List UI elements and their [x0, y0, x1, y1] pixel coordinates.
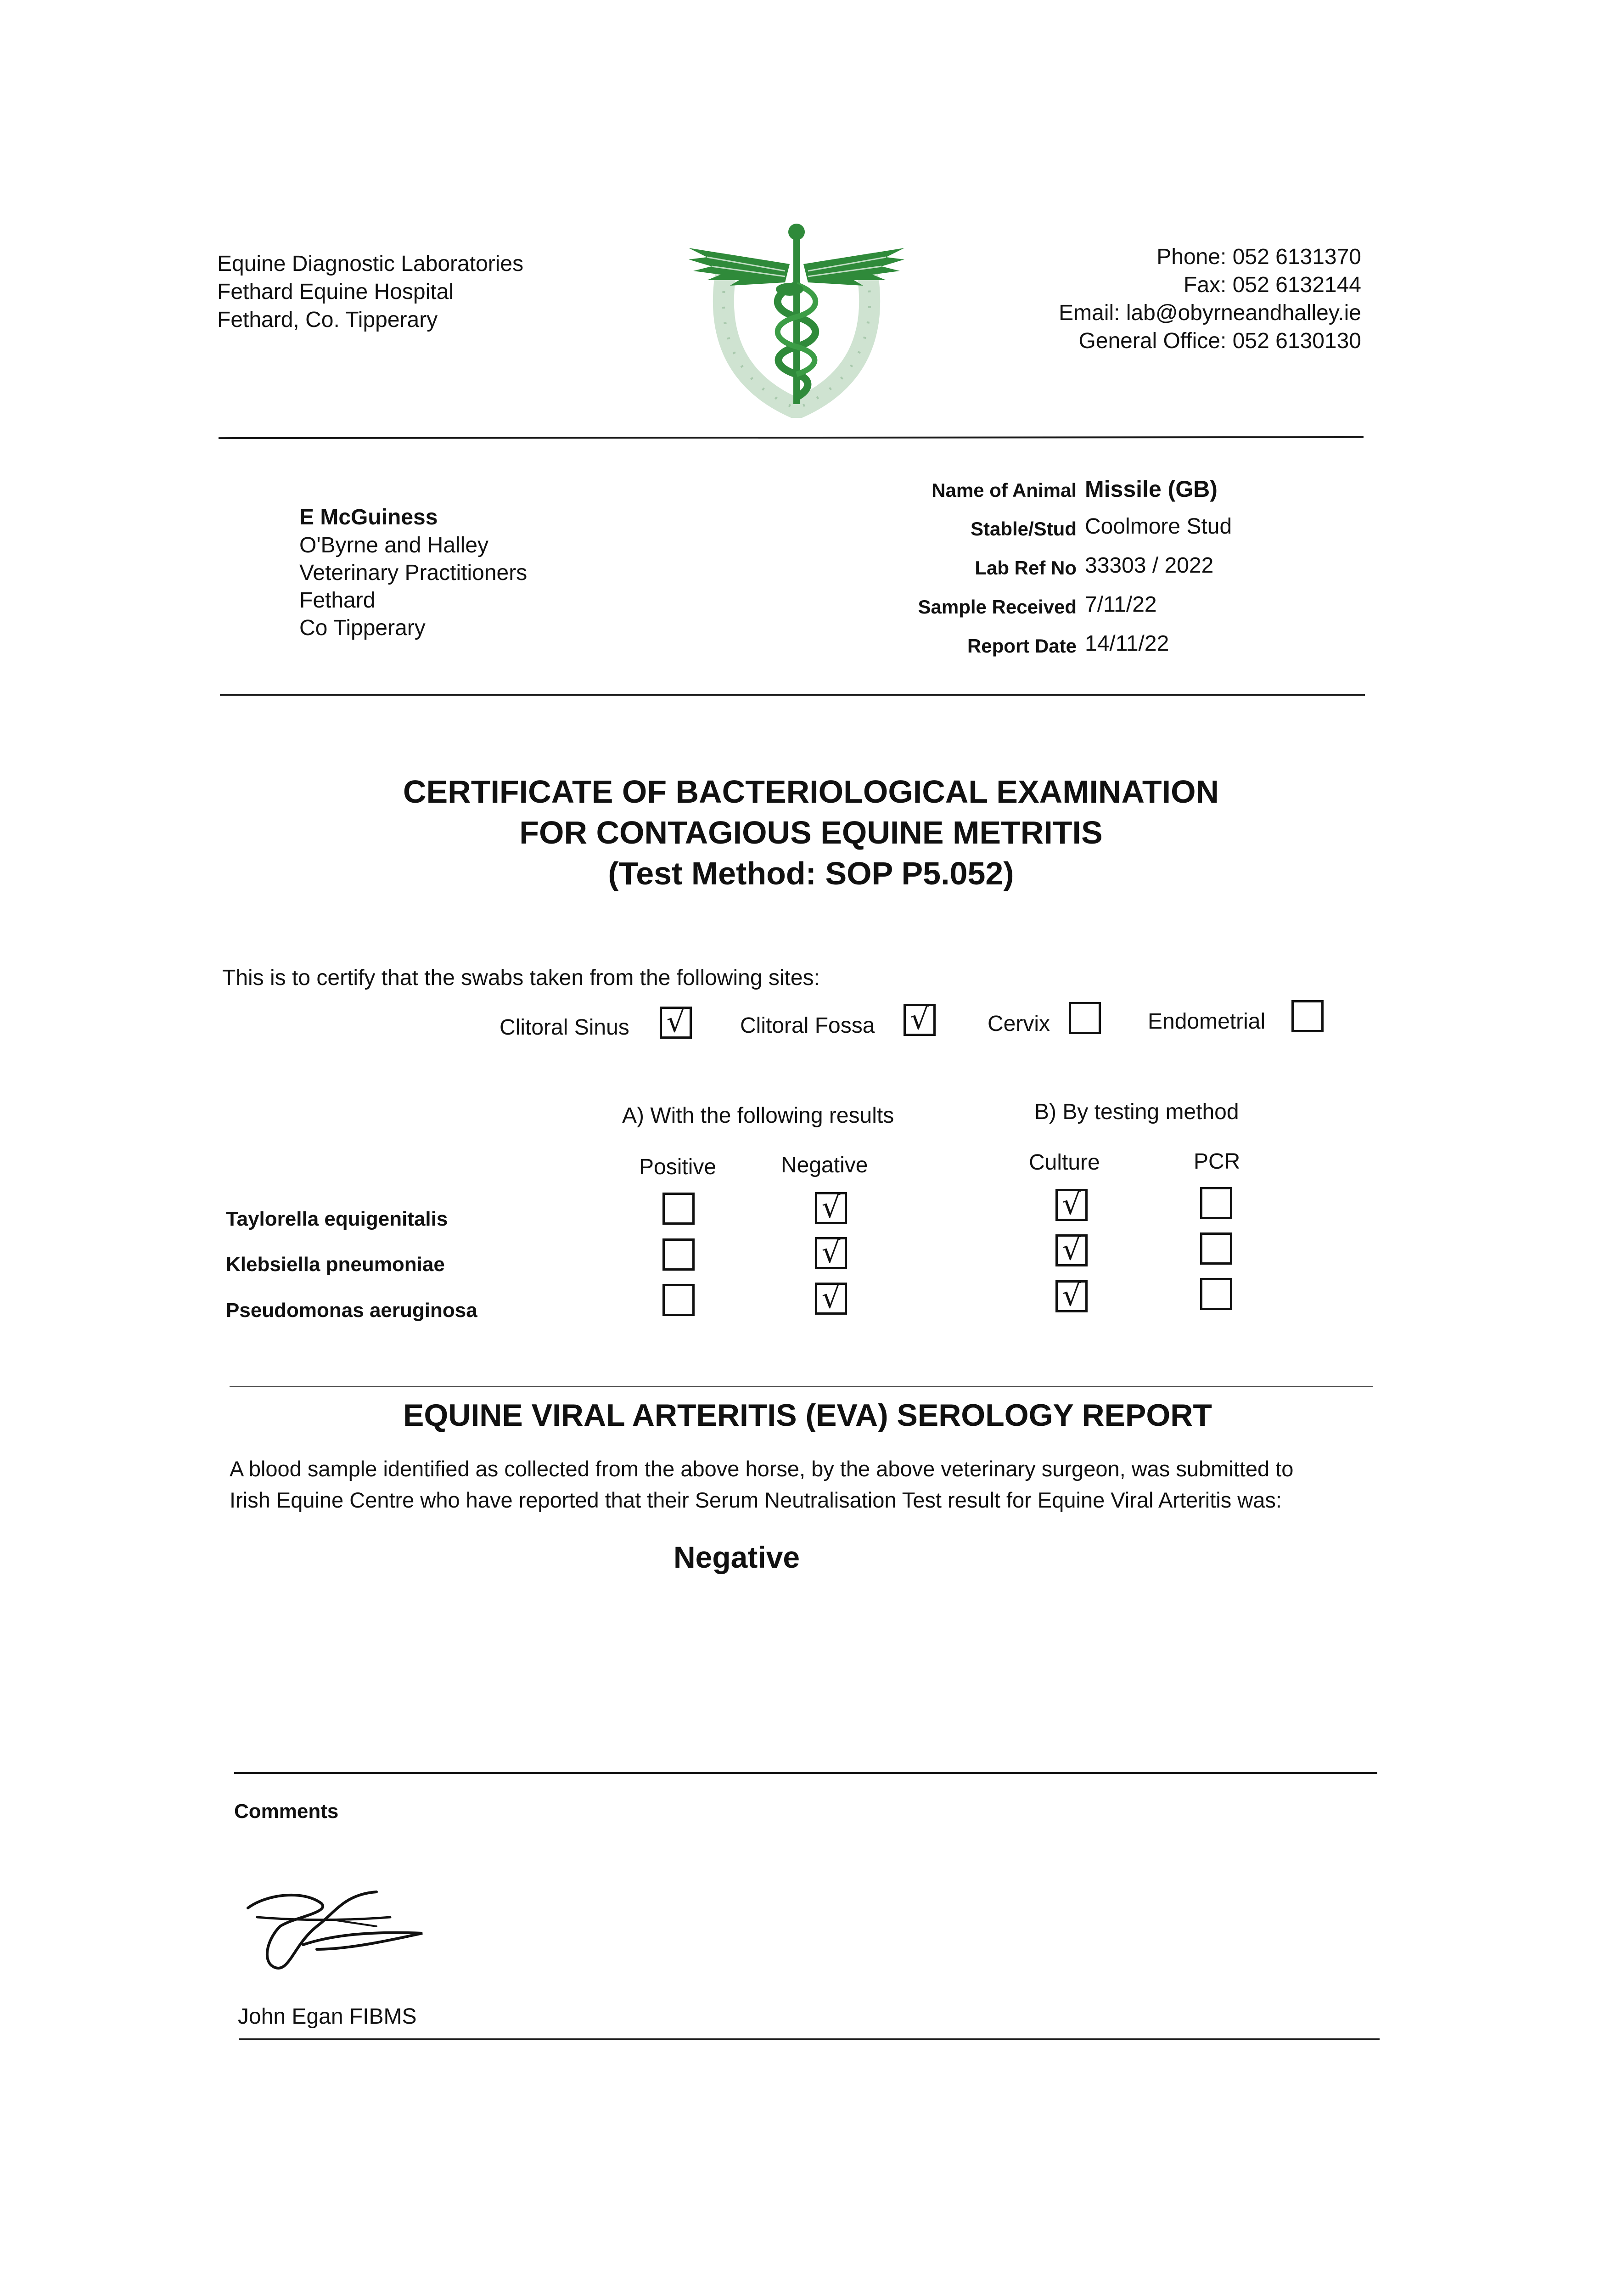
test-method: (Test Method: SOP P5.052)	[608, 855, 1014, 891]
result-checkbox[interactable]: √	[815, 1237, 847, 1269]
recipient-county: Co Tipperary	[299, 616, 426, 640]
phone: Phone: 052 6131370	[1156, 245, 1361, 269]
result-checkbox[interactable]: √	[815, 1192, 847, 1224]
eva-title: EQUINE VIRAL ARTERITIS (EVA) SEROLOGY REPORT	[403, 1398, 1212, 1433]
lab-hospital: Fethard Equine Hospital	[217, 280, 454, 304]
stable-value: Coolmore Stud	[1085, 514, 1232, 539]
animal-name-value: Missile (GB)	[1085, 476, 1218, 502]
result-checkbox[interactable]	[662, 1284, 695, 1316]
signatory-name: John Egan FIBMS	[238, 2004, 417, 2029]
recipient-practice: O'Byrne and Halley	[299, 533, 489, 557]
result-checkbox[interactable]	[1200, 1278, 1232, 1310]
comments-divider	[234, 1772, 1377, 1774]
animal-name-label: Name of Animal	[932, 479, 1077, 501]
sample-received-label: Sample Received	[918, 596, 1077, 618]
eva-result: Negative	[673, 1540, 800, 1574]
column-pcr: PCR	[1194, 1149, 1240, 1174]
footer-divider	[239, 2038, 1380, 2040]
lab-address: Fethard, Co. Tipperary	[217, 308, 438, 332]
lab-ref-value: 33303 / 2022	[1085, 553, 1214, 578]
report-date-value: 14/11/22	[1085, 631, 1169, 656]
column-culture: Culture	[1029, 1150, 1100, 1175]
result-checkbox[interactable]	[1200, 1232, 1232, 1265]
result-checkbox[interactable]	[662, 1238, 695, 1271]
site-cervix-checkbox[interactable]	[1069, 1002, 1101, 1034]
certify-intro: This is to certify that the swabs taken from the following sites:	[222, 966, 820, 990]
email: Email: lab@obyrneandhalley.ie	[1059, 301, 1361, 325]
column-positive: Positive	[639, 1155, 717, 1179]
site-clitoral-sinus-checkbox[interactable]: √	[660, 1007, 692, 1039]
recipient-town: Fethard	[299, 588, 376, 613]
report-date-label: Report Date	[967, 635, 1077, 657]
site-clitoral-fossa-label: Clitoral Fossa	[740, 1013, 875, 1038]
recipient-name: E McGuiness	[299, 505, 438, 529]
lab-name: Equine Diagnostic Laboratories	[217, 252, 524, 276]
result-checkbox[interactable]	[1200, 1187, 1232, 1219]
recipient-title: Veterinary Practitioners	[299, 561, 528, 585]
eva-divider	[230, 1386, 1373, 1387]
site-endometrial-label: Endometrial	[1148, 1009, 1266, 1034]
organism-klebsiella: Klebsiella pneumoniae	[226, 1253, 445, 1276]
section-a-heading: A) With the following results	[622, 1103, 894, 1128]
header-divider	[219, 436, 1364, 439]
site-endometrial-checkbox[interactable]	[1291, 1000, 1324, 1032]
general-office: General Office: 052 6130130	[1078, 329, 1361, 353]
sample-received-value: 7/11/22	[1085, 592, 1157, 617]
result-checkbox[interactable]: √	[1055, 1234, 1088, 1266]
eva-text-line-2: Irish Equine Centre who have reported that their Serum Neutralisation Test result for Equine Viral Arteritis was:	[230, 1488, 1282, 1512]
site-clitoral-sinus-label: Clitoral Sinus	[500, 1015, 629, 1040]
site-clitoral-fossa-checkbox[interactable]: √	[904, 1004, 936, 1036]
column-negative: Negative	[781, 1153, 868, 1177]
signature	[239, 1876, 432, 1981]
comments-label: Comments	[234, 1800, 339, 1823]
eva-text-line-1: A blood sample identified as collected from the above horse, by the above veterinary surgeon, was submitted to	[230, 1457, 1294, 1481]
fax: Fax: 052 6132144	[1184, 273, 1361, 297]
caduceus-horseshoe-icon	[679, 220, 914, 418]
info-divider	[220, 694, 1365, 696]
section-b-heading: B) By testing method	[1034, 1100, 1239, 1124]
organism-pseudomonas: Pseudomonas aeruginosa	[226, 1299, 477, 1322]
site-cervix-label: Cervix	[988, 1012, 1050, 1036]
lab-ref-label: Lab Ref No	[975, 557, 1077, 579]
organism-taylorella: Taylorella equigenitalis	[226, 1208, 448, 1230]
certificate-title: CERTIFICATE OF BACTERIOLOGICAL EXAMINATION	[403, 774, 1219, 810]
stable-label: Stable/Stud	[970, 518, 1077, 540]
result-checkbox[interactable]: √	[815, 1283, 847, 1315]
result-checkbox[interactable]: √	[1055, 1189, 1088, 1221]
certificate-subtitle: FOR CONTAGIOUS EQUINE METRITIS	[519, 815, 1103, 850]
result-checkbox[interactable]	[662, 1193, 695, 1225]
result-checkbox[interactable]: √	[1055, 1280, 1088, 1312]
